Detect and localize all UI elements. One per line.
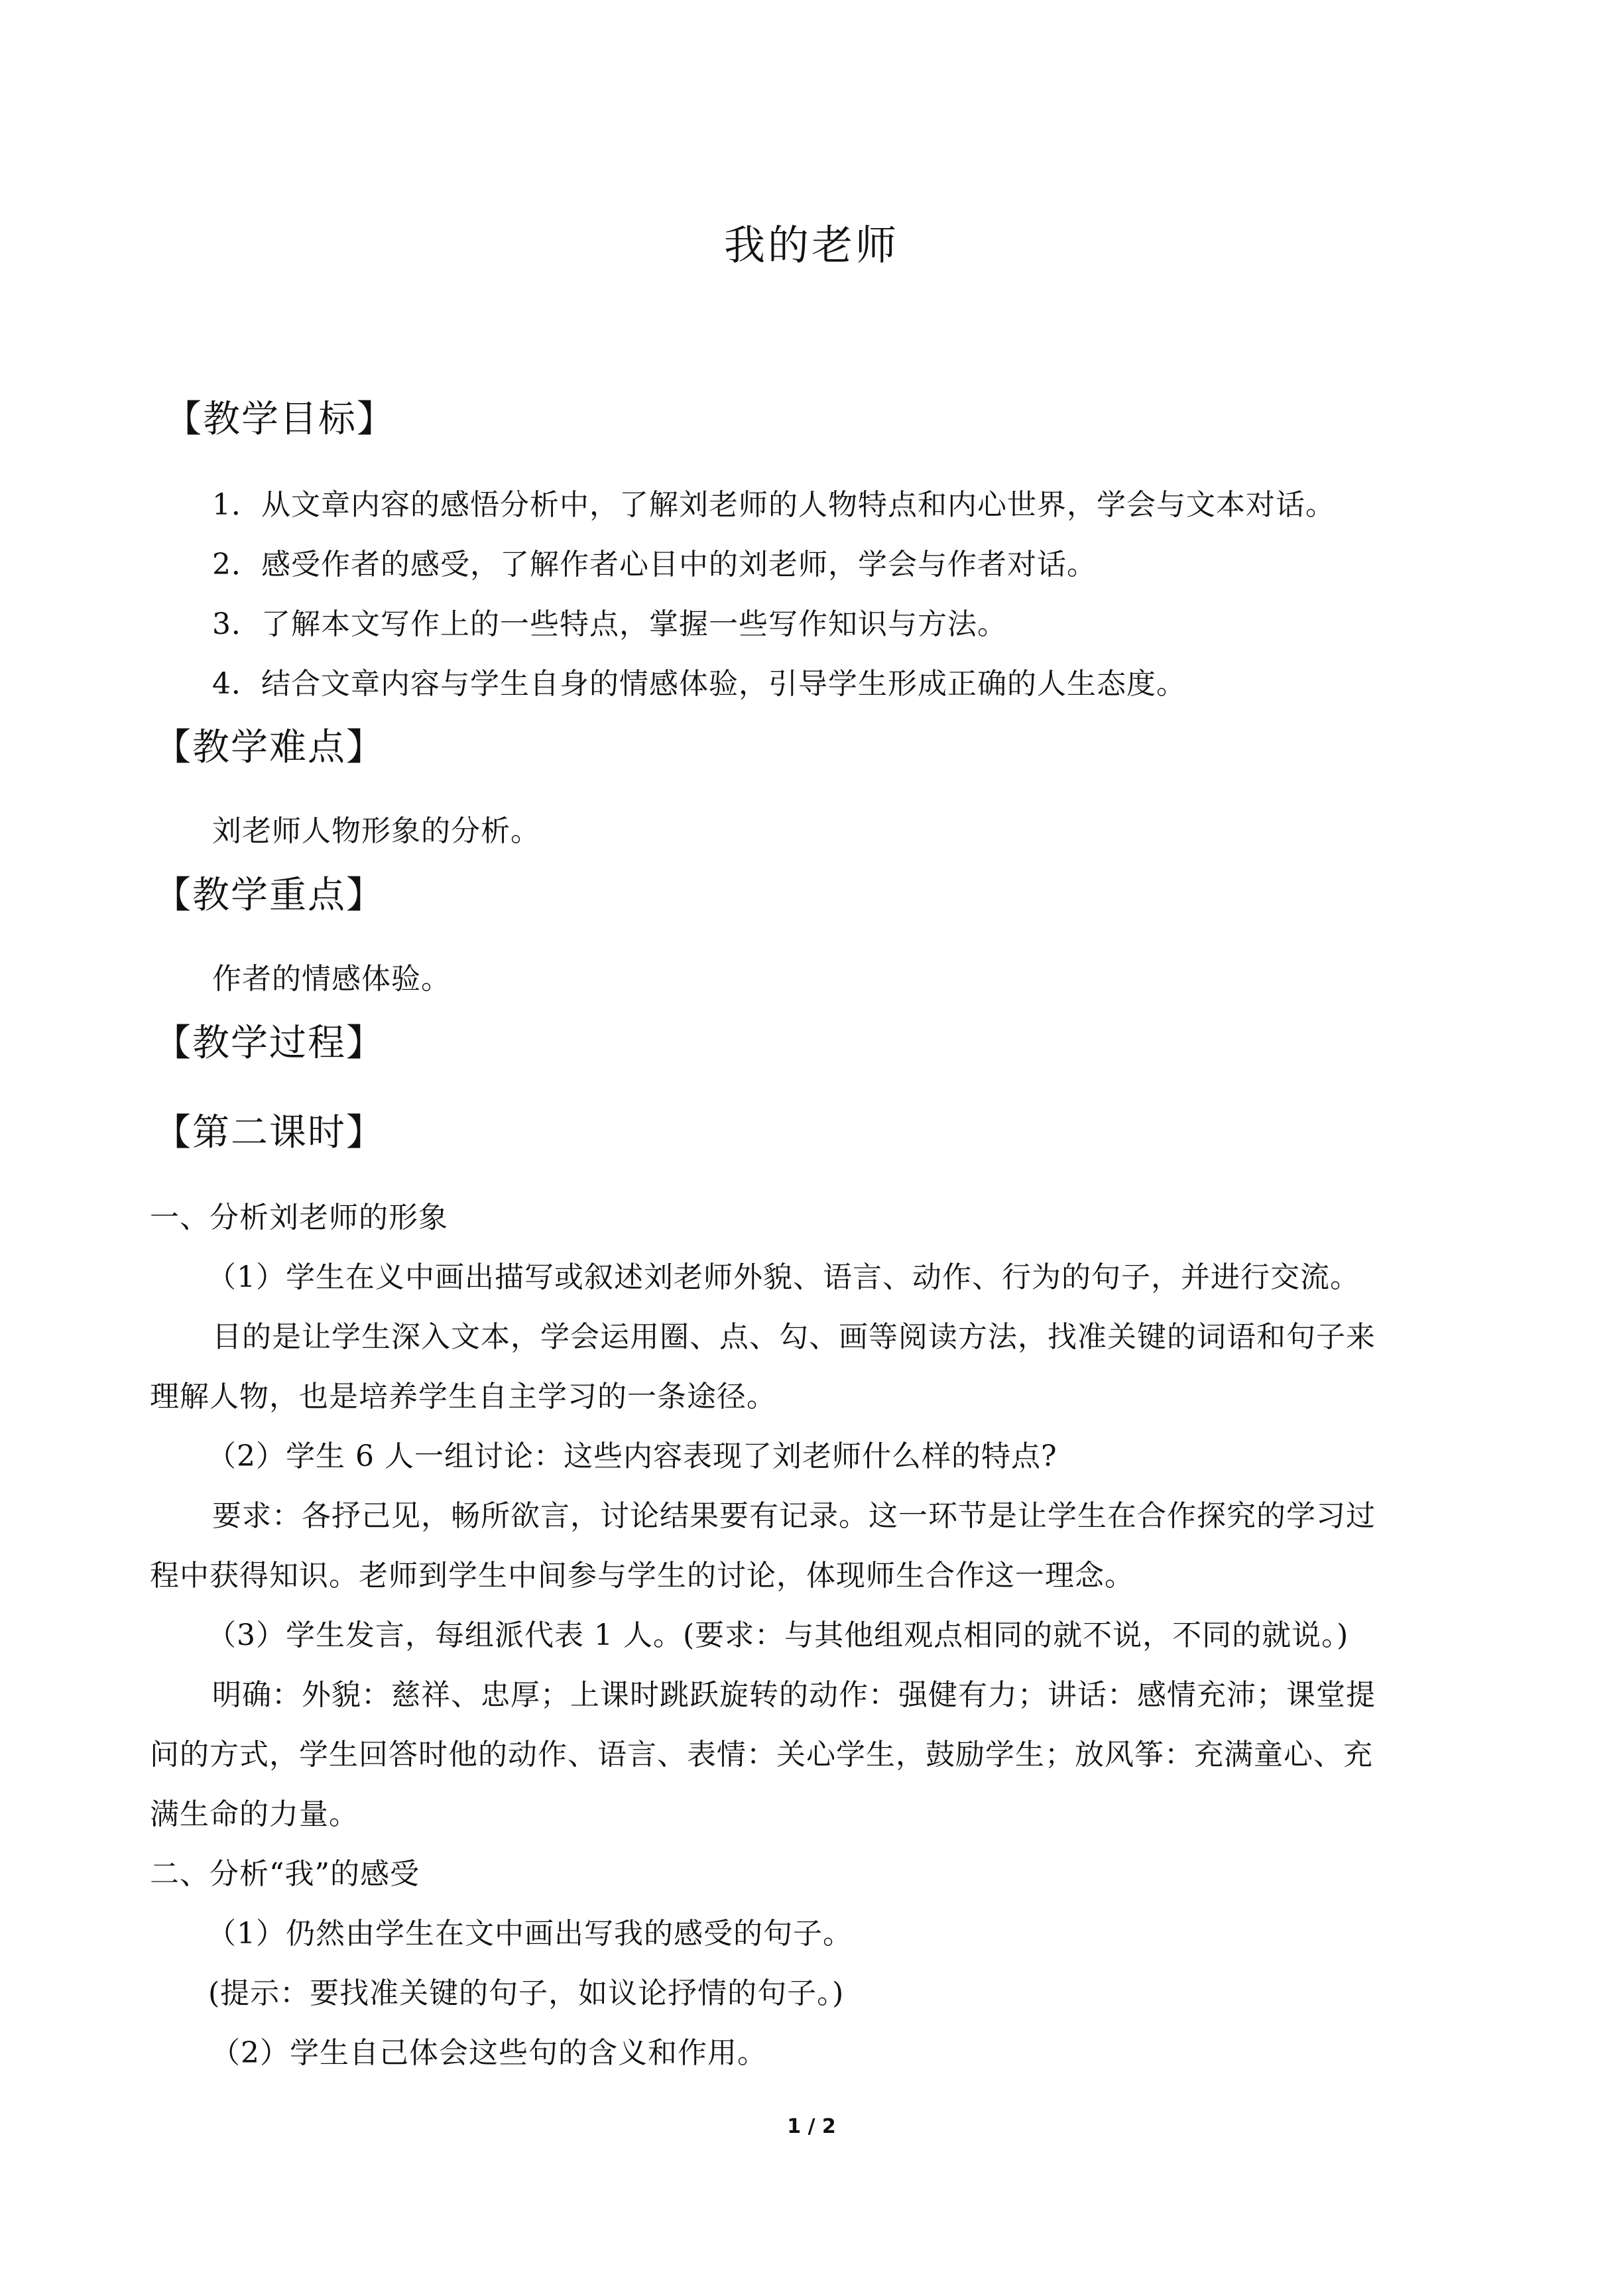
page-number: 1 / 2 <box>787 2115 836 2138</box>
paragraph-requirement-line1: 要求：各抒己见，畅所欲言，讨论结果要有记录。这一环节是让学生在合作探究的学习过 <box>212 1499 1376 1533</box>
paragraph-clarify-line3: 满生命的力量。 <box>150 1797 359 1831</box>
document-title: 我的老师 <box>723 221 899 269</box>
heading-objectives: 【教学目标】 <box>164 398 395 441</box>
heading-focus: 【教学重点】 <box>154 874 385 917</box>
paragraph-step3: （3）学生发言，每组派代表 1 人。(要求：与其他组观点相同的就不说，不同的就说。) <box>207 1618 1349 1652</box>
objective-item-4: 4．结合文章内容与学生自身的情感体验，引导学生形成正确的人生态度。 <box>212 667 1186 701</box>
paragraph-requirement-line2: 程中获得知识。老师到学生中间参与学生的讨论，体现师生合作这一理念。 <box>150 1559 1134 1593</box>
focus-text: 作者的情感体验。 <box>212 962 451 996</box>
heading-difficulty: 【教学难点】 <box>154 726 385 769</box>
paragraph-clarify-line1: 明确：外貌：慈祥、忠厚；上课时跳跃旋转的动作：强健有力；讲话：感情充沛；课堂提 <box>212 1678 1376 1712</box>
objective-item-1: 1．从文章内容的感悟分析中，了解刘老师的人物特点和内心世界，学会与文本对话。 <box>212 488 1335 522</box>
paragraph-part2-step1: （1）仍然由学生在文中画出写我的感受的句子。 <box>207 1917 853 1951</box>
paragraph-step2: （2）学生 6 人一组讨论：这些内容表现了刘老师什么样的特点? <box>207 1439 1057 1473</box>
difficulty-text: 刘老师人物形象的分析。 <box>212 814 540 848</box>
objective-item-3: 3．了解本文写作上的一些特点，掌握一些写作知识与方法。 <box>212 607 1007 641</box>
paragraph-step1: （1）学生在义中画出描写或叙述刘老师外貌、语言、动作、行为的句子，并进行交流。 <box>207 1260 1360 1294</box>
paragraph-purpose-line2: 理解人物，也是培养学生自主学习的一条途径。 <box>150 1380 776 1414</box>
heading-lesson: 【第二课时】 <box>154 1111 385 1154</box>
paragraph-hint: (提示：要找准关键的句子，如议论抒情的句子。) <box>208 1976 845 2010</box>
paragraph-purpose-line1: 目的是让学生深入文本，学会运用圈、点、勾、画等阅读方法，找准关键的词语和句子来 <box>212 1320 1376 1354</box>
paragraph-part2-step2: （2）学生自己体会这些句的含义和作用。 <box>211 2036 767 2070</box>
paragraph-clarify-line2: 问的方式，学生回答时他的动作、语言、表情：关心学生，鼓励学生；放风筝：充满童心、充 <box>150 1738 1373 1772</box>
part1-title: 一、分析刘老师的形象 <box>150 1201 448 1235</box>
objective-item-2: 2．感受作者的感受，了解作者心目中的刘老师，学会与作者对话。 <box>212 548 1097 581</box>
part2-title: 二、分析“我”的感受 <box>150 1857 420 1891</box>
heading-process: 【教学过程】 <box>154 1022 385 1065</box>
